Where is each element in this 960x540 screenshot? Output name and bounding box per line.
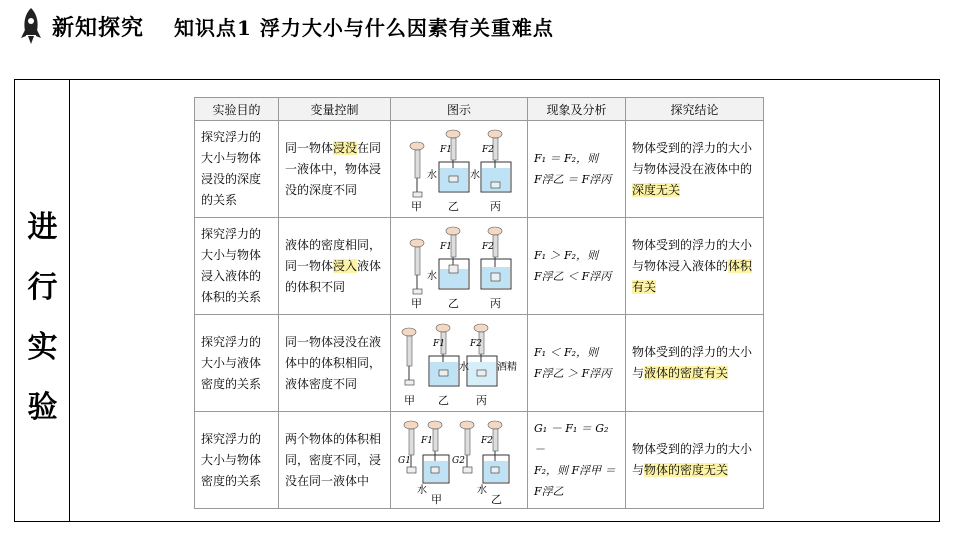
- force-label: F1: [440, 145, 452, 155]
- conclusion-cell: [626, 121, 764, 218]
- experiment-diagram: [397, 415, 527, 505]
- col-header: 实验目的: [195, 98, 279, 121]
- force-label: F2: [482, 145, 494, 155]
- apparatus-label: 乙: [448, 297, 459, 310]
- analysis-line: F₁ ＝ F₂，则: [534, 152, 599, 165]
- text-run: 物体受到的浮力的大小与物体浸没在液体中的: [632, 140, 753, 176]
- control-cell: [279, 218, 391, 315]
- apparatus-label: 丙: [490, 297, 501, 310]
- force-label: G1: [398, 456, 411, 466]
- control-cell: [279, 121, 391, 218]
- analysis-cell: [528, 121, 626, 218]
- apparatus-label: 甲: [411, 297, 422, 310]
- analysis-cell: [528, 412, 626, 509]
- highlight-text: 物体的密度无关: [644, 463, 729, 477]
- side-char: 行: [27, 270, 58, 305]
- apparatus-label: 丙: [476, 394, 487, 407]
- force-label: G2: [452, 456, 465, 466]
- purpose-cell: 探究浮力的大小与物体浸入液体的体积的关系: [195, 218, 279, 315]
- liquid-label: 酒精: [497, 362, 517, 373]
- highlight-text: 浸没: [333, 140, 358, 155]
- diagram-cell: [391, 121, 528, 218]
- experiment-diagram: [397, 318, 527, 408]
- force-label: F2: [482, 242, 494, 252]
- force-label: F1: [433, 339, 445, 349]
- conclusion-cell: [626, 218, 764, 315]
- diagram-cell: [391, 218, 528, 315]
- table-row: [195, 412, 764, 509]
- analysis-cell: [528, 315, 626, 412]
- diagram-cell: [391, 315, 528, 412]
- experiment-table: [194, 97, 764, 509]
- analysis-line: F₁ ＞ F₂，则: [534, 249, 599, 262]
- control-cell: [279, 412, 391, 509]
- side-char: 进: [27, 210, 58, 245]
- purpose-cell: 探究浮力的大小与物体浸没的深度的关系: [195, 121, 279, 218]
- apparatus-label: 乙: [491, 493, 502, 505]
- analysis-line: F浮乙 ＜ F浮丙: [534, 270, 612, 283]
- liquid-label: 水: [427, 170, 437, 181]
- side-char: 验: [27, 390, 58, 425]
- topic-title: 知识点1 浮力大小与什么因素有关重难点: [174, 15, 554, 40]
- text-run: 两个物体的体积相同，密度不同，浸没在同一液体中: [285, 431, 382, 488]
- analysis-line: F浮乙 ＞ F浮丙: [534, 367, 612, 380]
- table-header-row: [195, 98, 764, 121]
- force-label: F1: [421, 436, 433, 446]
- text-run: 物体受到的浮力的大小与: [632, 345, 753, 380]
- text-run: 物体受到的浮力的大小与: [632, 442, 753, 477]
- rocket-icon: [18, 6, 44, 46]
- liquid-label: 水: [470, 170, 480, 181]
- force-label: F2: [481, 436, 493, 446]
- table-row: [195, 315, 764, 412]
- purpose-cell: 探究浮力的大小与液体密度的关系: [195, 315, 279, 412]
- apparatus-label: 甲: [431, 493, 442, 505]
- apparatus-label: 乙: [438, 394, 449, 407]
- col-header: 现象及分析: [528, 98, 626, 121]
- col-header: 探究结论: [626, 98, 764, 121]
- apparatus-label: 甲: [411, 200, 422, 213]
- experiment-diagram: [397, 124, 527, 214]
- table-row: [195, 121, 764, 218]
- analysis-line: F₂，则 F浮甲 ＝: [534, 464, 616, 477]
- analysis-line: F浮乙: [534, 485, 564, 498]
- col-header: 变量控制: [279, 98, 391, 121]
- purpose-cell: 探究浮力的大小与物体密度的关系: [195, 412, 279, 509]
- text-run: 在同一液体中，物体浸没的深度不同: [285, 140, 382, 197]
- text-run: 同一物体浸没在液体中的体积相同，液体密度不同: [285, 334, 382, 391]
- section-title: 新知探究: [52, 14, 145, 41]
- analysis-line: F₁ ＜ F₂，则: [534, 346, 599, 359]
- highlight-text: 液体的密度有关: [644, 366, 729, 380]
- apparatus-label: 丙: [490, 200, 501, 213]
- liquid-label: 水: [427, 271, 437, 282]
- liquid-label: 水: [459, 362, 469, 373]
- conclusion-cell: [626, 412, 764, 509]
- force-label: F2: [470, 339, 482, 349]
- side-column: [15, 80, 70, 521]
- diagram-cell: [391, 412, 528, 509]
- side-char: 实: [27, 330, 58, 365]
- analysis-cell: [528, 218, 626, 315]
- highlight-text: 浸入: [333, 258, 358, 273]
- analysis-line: G₁ － F₁ ＝ G₂ －: [534, 422, 609, 456]
- liquid-label: 水: [417, 485, 427, 496]
- highlight-text: 深度无关: [632, 182, 681, 197]
- conclusion-cell: [626, 315, 764, 412]
- text-run: 同一物体: [285, 140, 334, 155]
- text-run: 物体受到的浮力的大小与物体浸入液体的: [632, 237, 753, 273]
- force-label: F1: [440, 242, 452, 252]
- analysis-line: F浮乙 ＝ F浮丙: [534, 173, 612, 186]
- text-run: 液体的密度相同，同一物体: [285, 237, 382, 273]
- experiment-diagram: [397, 221, 527, 311]
- apparatus-label: 甲: [404, 394, 415, 407]
- liquid-label: 水: [477, 485, 487, 496]
- control-cell: [279, 315, 391, 412]
- apparatus-label: 乙: [448, 200, 459, 213]
- table-row: [195, 218, 764, 315]
- side-label: [15, 198, 70, 438]
- text-run: 液体的体积不同: [285, 258, 382, 294]
- highlight-text: 体积有关: [632, 258, 753, 294]
- page-header: [18, 6, 554, 46]
- col-header: 图示: [391, 98, 528, 121]
